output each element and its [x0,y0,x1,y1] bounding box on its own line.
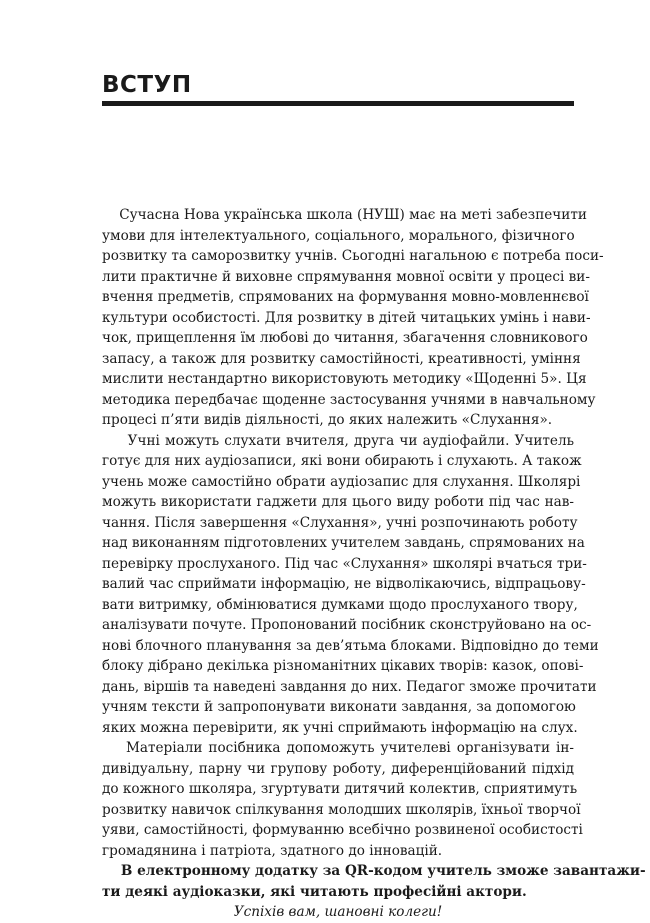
text-line: чок, прищеплення їм любові до читання, збагачення словникового [102,330,588,346]
text-line: умови для інтелектуального, соціального, морального, фізичного [102,227,575,244]
text-line: до кожного школяра, згуртувати дитячий колектив, сприятимуть [102,781,578,797]
text-line: уяви, самостійності, формуванню всебічно розвиненої особистості [102,822,583,838]
text-line: яких можна перевірити, як учні сприймають інформацію на слух. [102,719,578,736]
text-line: процесі п’яти видів діяльності, до яких належить «Слухання». [102,412,553,428]
page-title: ВСТУП [102,72,192,98]
text-line: нові блочного планування за дев’ятьма блоками. Відповідно до теми [102,637,599,654]
bold-text-line: В електронному додатку за QR-кодом учитель зможе завантажи- [102,863,646,879]
text-line: Учні можуть слухати вчителя, друга чи аудіофайли. Учитель [102,432,574,449]
text-line: блоку дібрано декілька різноманітних цікавих творів: казок, опові- [102,658,584,674]
title-underline [102,101,574,106]
text-line: громадянина і патріота, здатного до інновацій. [102,842,443,859]
text-line: валий час сприймати інформацію, не відволікаючись, відпрацьову- [102,576,586,592]
text-line: над виконанням підготовлених учителем завдань, спрямованих на [102,535,585,551]
body-text [102,205,646,923]
text-line: Матеріали посібника допоможуть учителеві організувати ін- [102,740,574,756]
text-line: дань, віршів та наведені завдання до них. Педагог зможе прочитати [102,678,597,695]
text-line: розвитку навичок спілкування молодших школярів, їхньої творчої [102,801,581,818]
text-line: методика передбачає щоденне застосування учнями в навчальному [102,391,596,408]
text-line: вати витримку, обмінюватися думками щодо прослуханого твору, [102,596,578,613]
text-line: мислити нестандартно використовують методику «Щоденні 5». Ця [102,371,587,387]
text-line: перевірку прослуханого. Під час «Слухання» школярі вчаться три- [102,555,587,572]
text-line: лити практичне й виховне спрямування мовної освіти у процесі ви- [102,268,590,285]
text-line: культури особистості. Для розвитку в дітей читацьких умінь і нави- [102,309,591,326]
text-line: Сучасна Нова українська школа (НУШ) має на меті забезпечити [102,207,587,223]
closing-wish: Успіхів вам, шановні колеги! [233,904,443,920]
text-line: дивідуальну, парну чи групову роботу, диференційований підхід [102,760,574,777]
text-line: розвитку та саморозвитку учнів. Сьогодні нагальною є потреба поси- [102,248,604,264]
text-line: можуть використати гаджети для цього виду роботи під час нав- [102,494,574,510]
text-line: чання. Після завершення «Слухання», учні розпочинають роботу [102,514,578,531]
text-line: запасу, а також для розвитку самостійності, креативності, уміння [102,350,581,367]
text-line: аналізувати почуте. Пропонований посібник сконструйовано на ос- [102,617,592,633]
text-line: готує для них аудіозаписи, які вони обирають і слухають. А також [102,453,582,469]
text-line: учень може самостійно обрати аудіозапис для слухання. Школярі [102,473,581,490]
text-line: учням тексти й запропонувати виконати завдання, за допомогою [102,699,576,715]
text-line: вчення предметів, спрямованих на формування мовно-мовленнєвої [102,289,589,305]
bold-text-line: ти деякі аудіоказки, які читають професійні актори. [102,883,527,900]
